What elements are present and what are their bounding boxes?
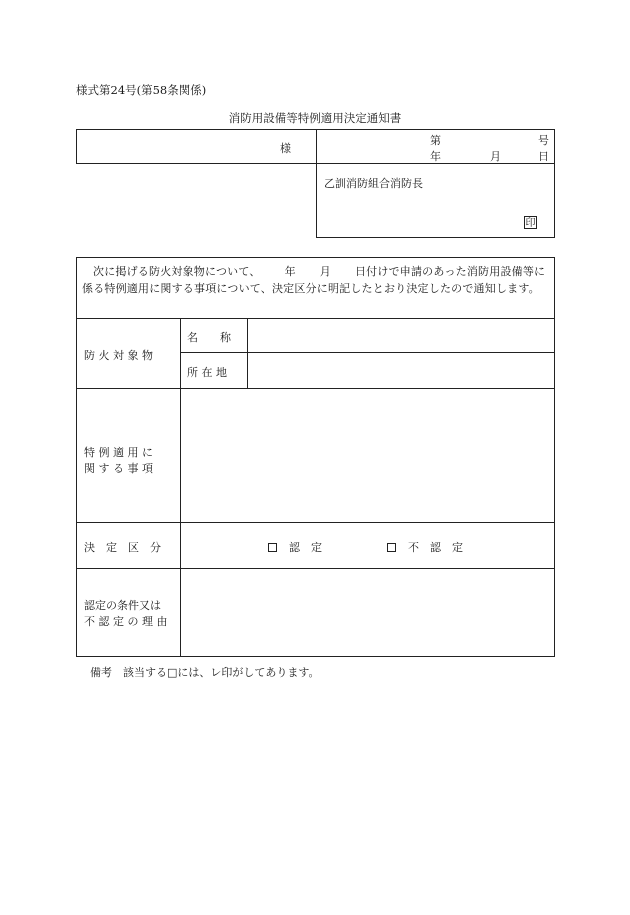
matters-label-line2: 関 す る 事 項	[84, 462, 153, 475]
row-line-4	[76, 522, 555, 523]
target-label: 防 火 対 象 物	[84, 349, 153, 362]
matters-label-line1: 特 例 適 用 に	[84, 446, 153, 459]
name-label: 名 称	[187, 331, 231, 344]
reject-checkbox[interactable]	[387, 543, 396, 552]
seal-mark: 印	[525, 218, 536, 229]
label-column-divider	[180, 318, 181, 657]
decision-label: 決 定 区 分	[84, 541, 161, 554]
date-year: 年	[430, 150, 441, 163]
reject-option[interactable]	[387, 539, 463, 555]
header-divider	[316, 129, 317, 164]
intro-year: 年	[284, 265, 296, 278]
row-line-2	[180, 352, 555, 353]
recipient-suffix: 様	[280, 142, 291, 155]
intro-text	[82, 263, 550, 297]
issuer-name: 乙訓消防組合消防長	[324, 177, 423, 190]
intro-part2: 日付けで申請のあった消防用設備等に係る特例適用に関する事項について、決定区分に明記したとおり決定したので通知します。	[82, 265, 546, 295]
intro-part1: 次に掲げる防火対象物について、	[93, 265, 261, 278]
date-day: 日	[538, 150, 549, 163]
remarks-note: 備考 該当する□には、レ印がしてあります。	[90, 666, 320, 679]
row-line-3	[76, 388, 555, 389]
reject-label: 不 認 定	[408, 541, 463, 554]
row-line-5	[76, 568, 555, 569]
document-title: 消防用設備等特例適用決定通知書	[228, 111, 402, 125]
approve-checkbox[interactable]	[268, 543, 277, 552]
form-number: 様式第24号(第58条関係)	[76, 83, 207, 97]
sublabel-column-divider	[247, 318, 248, 388]
number-suffix: 号	[538, 134, 549, 147]
conditions-label-line2: 不 認 定 の 理 由	[84, 615, 168, 628]
row-line-1	[76, 318, 555, 319]
date-month: 月	[490, 150, 501, 163]
intro-month: 月	[319, 265, 331, 278]
conditions-label-line1: 認定の条件又は	[84, 599, 161, 612]
number-prefix: 第	[430, 134, 441, 147]
address-label: 所 在 地	[187, 366, 227, 379]
approve-label: 認 定	[289, 541, 322, 554]
approve-option[interactable]	[268, 539, 322, 555]
